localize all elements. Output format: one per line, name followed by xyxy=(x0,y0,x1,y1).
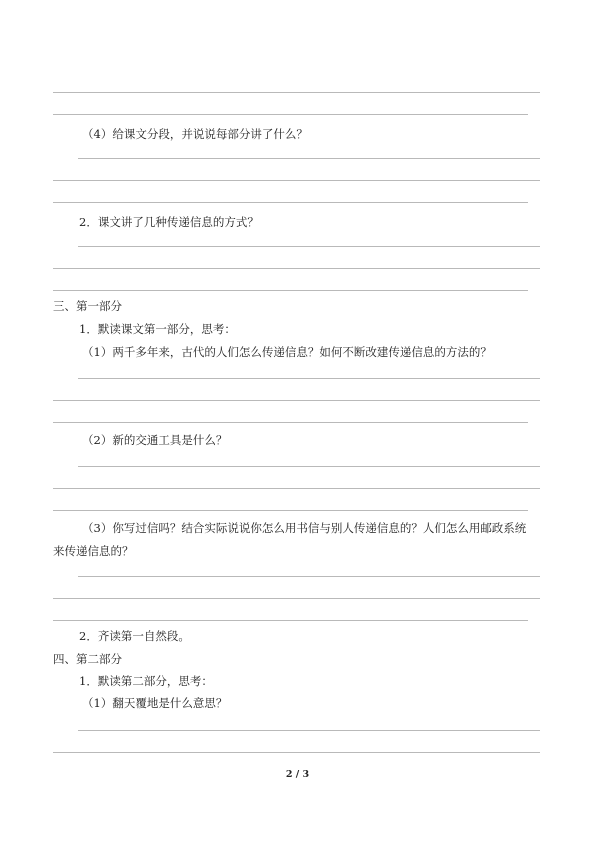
answer-line[interactable] xyxy=(53,202,528,203)
answer-line[interactable] xyxy=(53,510,528,511)
answer-line[interactable] xyxy=(78,576,540,577)
answer-line[interactable] xyxy=(78,158,540,159)
page-number: 2 / 3 xyxy=(285,769,310,780)
answer-line[interactable] xyxy=(53,488,540,489)
answer-line[interactable] xyxy=(78,466,540,467)
section-4-task-1: 1．默读第二部分，思考： xyxy=(79,674,213,688)
answer-line[interactable] xyxy=(53,422,528,423)
section-3-heading: 三、第一部分 xyxy=(53,299,122,313)
section-3-question-3-line1: （3）你写过信吗？结合实际说说你怎么用书信与别人传递信息的？人们怎么用邮政系统 xyxy=(82,521,527,535)
answer-line[interactable] xyxy=(53,92,540,93)
answer-line[interactable] xyxy=(53,598,540,599)
section-3-question-3-line2: 来传递信息的？ xyxy=(53,544,134,558)
section-4-question-1: （1）翻天覆地是什么意思？ xyxy=(82,696,228,710)
section-3-question-2: （2）新的交通工具是什么？ xyxy=(82,433,228,447)
answer-line[interactable] xyxy=(53,400,540,401)
answer-line[interactable] xyxy=(53,752,540,753)
section-4-heading: 四、第二部分 xyxy=(53,652,122,666)
answer-line[interactable] xyxy=(53,268,540,269)
answer-line[interactable] xyxy=(78,246,540,247)
question-4-divide-text: （4）给课文分段，并说说每部分讲了什么？ xyxy=(82,127,308,141)
question-2-info-methods: 2．课文讲了几种传递信息的方式？ xyxy=(79,215,259,229)
answer-line[interactable] xyxy=(53,114,528,115)
section-3-task-1: 1．默读课文第一部分，思考： xyxy=(79,322,236,336)
answer-line[interactable] xyxy=(53,180,540,181)
section-3-question-1: （1）两千多年来，古代的人们怎么传递信息？如何不断改建传递信息的方法的？ xyxy=(82,345,492,359)
answer-line[interactable] xyxy=(53,620,528,621)
answer-line[interactable] xyxy=(78,378,540,379)
answer-line[interactable] xyxy=(78,730,540,731)
answer-line[interactable] xyxy=(53,290,528,291)
section-3-task-2: 2．齐读第一自然段。 xyxy=(79,629,190,643)
